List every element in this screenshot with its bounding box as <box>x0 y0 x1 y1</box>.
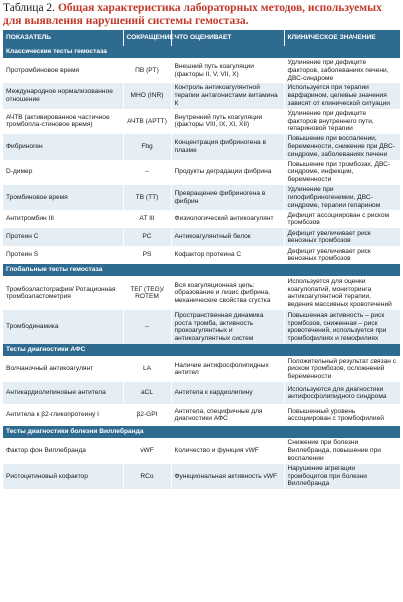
table-header-row <box>3 30 400 46</box>
cell-what-evaluates: Внутренний путь коагуляции (факторы VIII, IX, XI, XII) <box>171 109 284 134</box>
cell-clinical-significance: Используется при терапии варфарином, целевые значения зависят от клинической ситуации <box>284 83 400 108</box>
cell-clinical-significance: Снижение при болезни Виллебранда, повышение при воспалении <box>284 438 400 463</box>
cell-abbreviation: RCo <box>123 464 171 489</box>
cell-clinical-significance: Повышенный уровень ассоциирован с тромбофилией <box>284 404 400 426</box>
cell-clinical-significance: Дефицит ассоциирован с риском тромбозов <box>284 210 400 228</box>
cell-abbreviation: Fbg <box>123 134 171 159</box>
cell-what-evaluates: Количество и функция vWF <box>171 438 284 463</box>
table-row <box>3 58 400 83</box>
section-header-row <box>3 264 400 276</box>
cell-clinical-significance: Используются для диагностики антифосфолипидного синдрома <box>284 382 400 404</box>
cell-what-evaluates: Наличие антифосфолипидных антител <box>171 356 284 382</box>
caption-title: Общая характеристика лабораторных методов, используемых для выявления нарушений системы гемостаза. <box>3 2 382 27</box>
cell-indicator: Международное нормализованное отношение <box>3 83 123 108</box>
cell-abbreviation: – <box>123 160 171 185</box>
cell-indicator: Ристоцетиновый кофактор <box>3 464 123 489</box>
table-row <box>3 185 400 210</box>
column-header-indicator: ПОКАЗАТЕЛЬ <box>3 30 123 46</box>
cell-what-evaluates: Антитела к кардиолипину <box>171 382 284 404</box>
cell-what-evaluates: Кофактор протеина С <box>171 246 284 264</box>
cell-clinical-significance: Удлинение при гипофибриногенемии, ДВС-синдроме, терапии гепарином <box>284 185 400 210</box>
cell-abbreviation: МНО (INR) <box>123 83 171 108</box>
cell-clinical-significance: Повышенная активность – риск тромбозов, сниженная – риск кровотечений, используется при тромбофилиях и гемофилиях <box>284 310 400 344</box>
hemostasis-methods-table <box>3 30 401 489</box>
table-row <box>3 404 400 426</box>
cell-clinical-significance: Дефицит увеличивает риск венозных тромбозов <box>284 228 400 246</box>
table-row <box>3 228 400 246</box>
cell-abbreviation: AT III <box>123 210 171 228</box>
column-header-abbreviation: СОКРАЩЕНИЕ <box>123 30 171 46</box>
caption-label: Таблица 2. <box>3 2 56 14</box>
table-row <box>3 160 400 185</box>
cell-indicator: АЧТВ (активированное частичное тромбопла-стиновое время) <box>3 109 123 134</box>
cell-indicator: Протеин С <box>3 228 123 246</box>
table-row <box>3 464 400 489</box>
column-header-what-evaluates: ЧТО ОЦЕНИВАЕТ <box>171 30 284 46</box>
cell-indicator: Тромбоэластография/ Ротационная тромбоэластометрия <box>3 276 123 310</box>
table-row <box>3 134 400 159</box>
cell-clinical-significance: Повышение при тромбозах, ДВС-синдроме, инфекции, беременности <box>284 160 400 185</box>
table-body <box>3 46 400 489</box>
cell-clinical-significance: Используется для оценки коагулопатий, мониторинга антикоагулянтной терапии, ведения массивных кровотечений <box>284 276 400 310</box>
cell-abbreviation: ТЕГ (TEG)/ ROTEM <box>123 276 171 310</box>
table-row <box>3 210 400 228</box>
cell-indicator: Протромбиновое время <box>3 58 123 83</box>
cell-clinical-significance: Нарушение агрегации тромбоцитов при болезни Виллебранда <box>284 464 400 489</box>
cell-abbreviation: LA <box>123 356 171 382</box>
section-header-row <box>3 46 400 58</box>
section-title: Классические тесты гемостаза <box>3 46 400 58</box>
cell-what-evaluates: Контроль антикоагулянтной терапии антагонистами витамина К <box>171 83 284 108</box>
cell-indicator: Тромбиновое время <box>3 185 123 210</box>
cell-abbreviation: PC <box>123 228 171 246</box>
section-title: Тесты диагностики болезни Виллебранда <box>3 426 400 438</box>
cell-clinical-significance: Удлинение при дефиците факторов внутреннего пути, гепариновой терапии <box>284 109 400 134</box>
table-row <box>3 356 400 382</box>
cell-abbreviation: АЧТВ (APTT) <box>123 109 171 134</box>
cell-abbreviation: aCL <box>123 382 171 404</box>
cell-clinical-significance: Удлинение при дефиците факторов, заболеваниях печени, ДВС-синдроме <box>284 58 400 83</box>
table-caption <box>3 2 400 30</box>
section-header-row <box>3 426 400 438</box>
cell-indicator: Волчаночный антикоагулянт <box>3 356 123 382</box>
column-header-clinical-significance: КЛИНИЧЕСКОЕ ЗНАЧЕНИЕ <box>284 30 400 46</box>
cell-abbreviation: ПВ (PT) <box>123 58 171 83</box>
cell-what-evaluates: Вся коагуляционная цепь: образование и лизис фибрина, механические свойства сгустка <box>171 276 284 310</box>
table-row <box>3 310 400 344</box>
section-header-row <box>3 344 400 356</box>
table-row <box>3 438 400 463</box>
table-row <box>3 109 400 134</box>
cell-indicator: Фактор фон Виллебранда <box>3 438 123 463</box>
cell-indicator: Антитромбин III <box>3 210 123 228</box>
cell-indicator: Протеин S <box>3 246 123 264</box>
cell-what-evaluates: Пространственная динамика роста тромба, активность прокоагулянтных и антикоагулянтных систем <box>171 310 284 344</box>
cell-abbreviation: – <box>123 310 171 344</box>
cell-indicator: Антитела к β2-гликопротеину I <box>3 404 123 426</box>
cell-what-evaluates: Антикоагулянтный белок <box>171 228 284 246</box>
cell-what-evaluates: Превращение фибриногена в фибрин <box>171 185 284 210</box>
cell-what-evaluates: Концентрация фибриногена в плазме <box>171 134 284 159</box>
table-row <box>3 246 400 264</box>
section-title: Глобальные тесты гемостаза <box>3 264 400 276</box>
cell-clinical-significance: Повышение при воспалении, беременности, снижение при ДВС-синдроме, заболеваниях печени <box>284 134 400 159</box>
cell-abbreviation: vWF <box>123 438 171 463</box>
table-row <box>3 83 400 108</box>
cell-indicator: D-димер <box>3 160 123 185</box>
cell-clinical-significance: Положительный результат связан с риском тромбозов, осложнений беременности <box>284 356 400 382</box>
cell-what-evaluates: Продукты деградации фибрина <box>171 160 284 185</box>
cell-indicator: Тромбодинамика <box>3 310 123 344</box>
table-row <box>3 382 400 404</box>
cell-abbreviation: β2-GPI <box>123 404 171 426</box>
cell-indicator: Фибриноген <box>3 134 123 159</box>
cell-clinical-significance: Дефицит увеличивает риск венозных тромбозов <box>284 246 400 264</box>
cell-indicator: Антикардиолипиновые антитела <box>3 382 123 404</box>
cell-what-evaluates: Физиологический антикоагулянт <box>171 210 284 228</box>
cell-abbreviation: ТВ (TT) <box>123 185 171 210</box>
cell-what-evaluates: Функциональная активность vWF <box>171 464 284 489</box>
cell-what-evaluates: Антитела, специфичные для диагностики АФС <box>171 404 284 426</box>
table-row <box>3 276 400 310</box>
cell-what-evaluates: Внешний путь коагуляции (факторы II, V, VII, X) <box>171 58 284 83</box>
cell-abbreviation: PS <box>123 246 171 264</box>
section-title: Тесты диагностики АФС <box>3 344 400 356</box>
